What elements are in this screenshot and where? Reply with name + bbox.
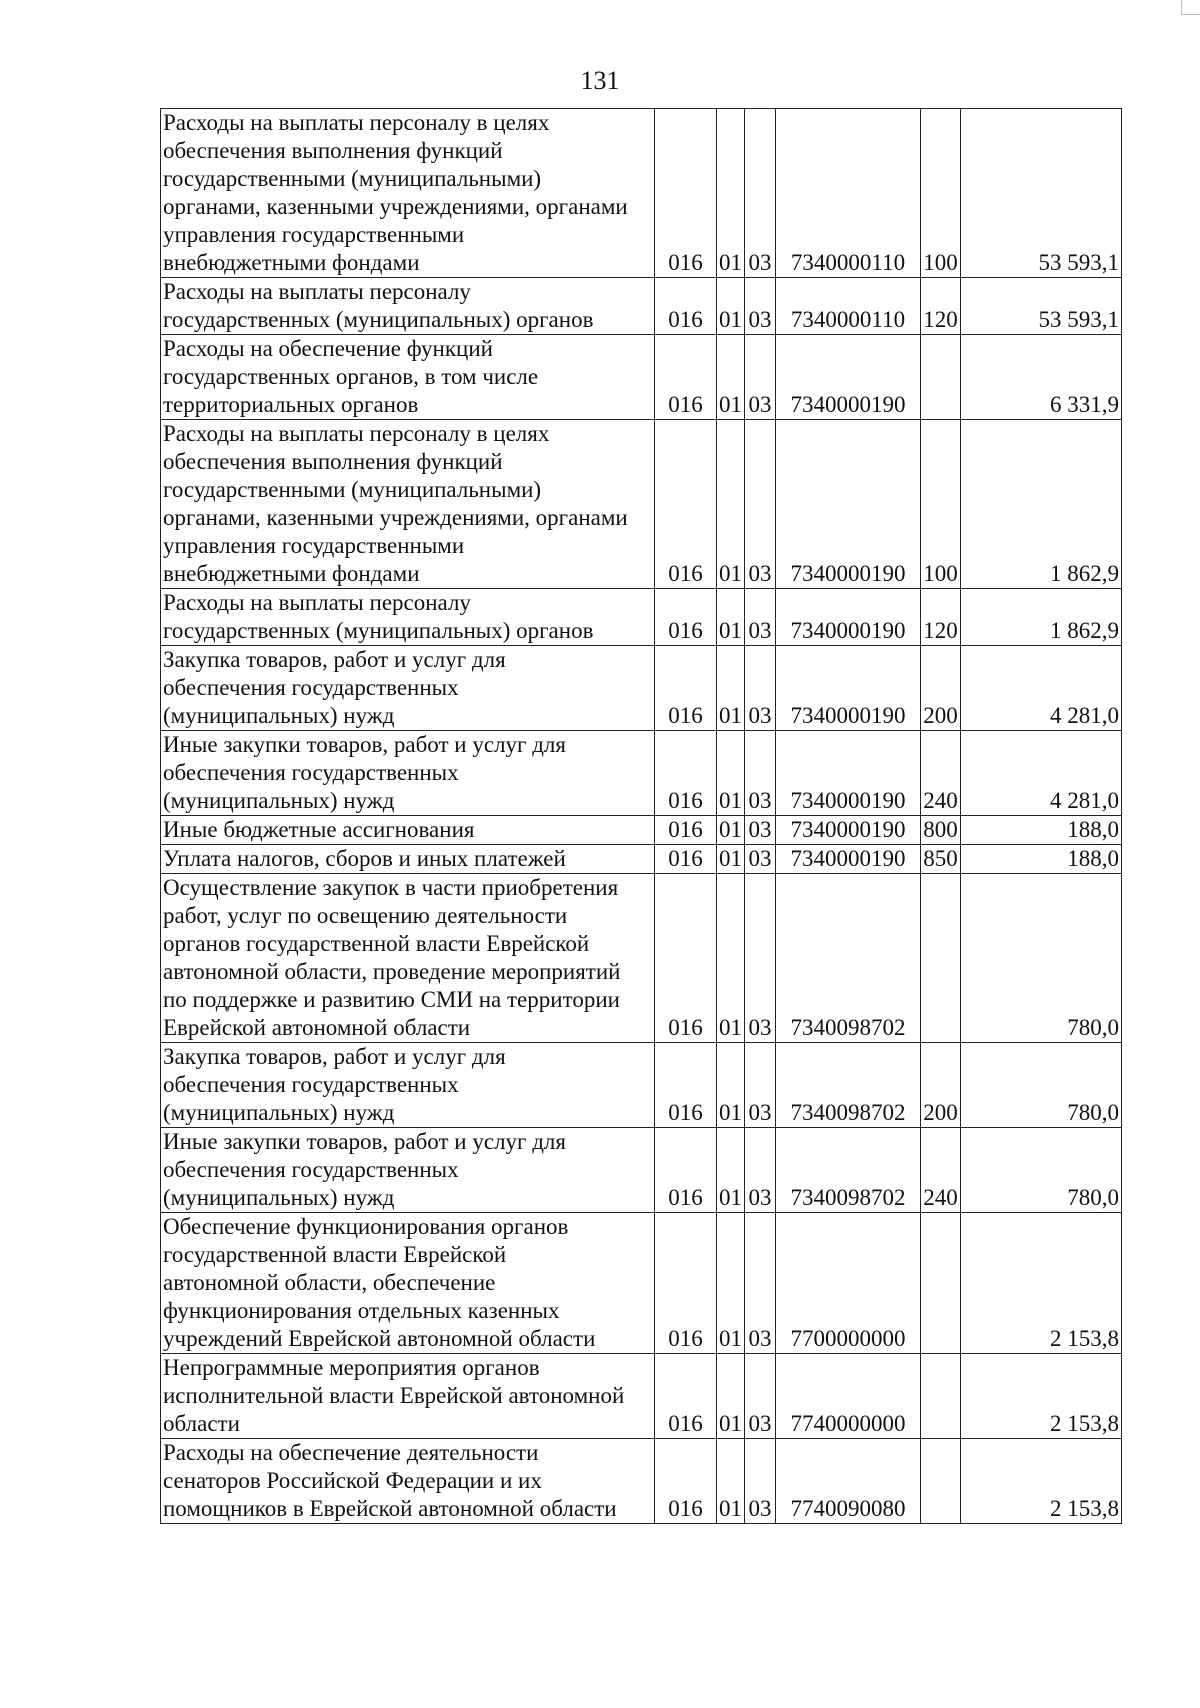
expense-type-code: 200 (921, 1043, 961, 1128)
subsection-code: 03 (745, 420, 776, 589)
subsection-code: 03 (745, 335, 776, 420)
target-item-code: 7340098702 (776, 874, 921, 1043)
subsection-code: 03 (745, 1043, 776, 1128)
expense-name: Расходы на обеспечение функций государственных органов, в том числе территориальных органов (161, 335, 655, 420)
ministry-code: 016 (655, 1213, 717, 1354)
subsection-code: 03 (745, 874, 776, 1043)
section-code: 01 (717, 335, 745, 420)
expense-name: Непрограммные мероприятия органов исполнительной власти Еврейской автономной области (161, 1354, 655, 1439)
expense-type-code (921, 874, 961, 1043)
target-item-code: 7340000190 (776, 420, 921, 589)
table-row (161, 1213, 1122, 1354)
section-code: 01 (717, 1213, 745, 1354)
section-code: 01 (717, 420, 745, 589)
target-item-code: 7340000110 (776, 278, 921, 335)
table-row (161, 1043, 1122, 1128)
expense-name: Расходы на выплаты персоналу в целях обеспечения выполнения функций государственными (муниципальными) органами, казенными учреждениями, органами управления государственными внебюджетными фондами (161, 109, 655, 278)
table-row (161, 874, 1122, 1043)
expense-type-code: 240 (921, 1128, 961, 1213)
section-code: 01 (717, 278, 745, 335)
amount: 1 862,9 (961, 420, 1122, 589)
amount: 53 593,1 (961, 109, 1122, 278)
amount: 780,0 (961, 1043, 1122, 1128)
expense-type-code (921, 1213, 961, 1354)
expense-name: Расходы на выплаты персоналу государственных (муниципальных) органов (161, 278, 655, 335)
expense-type-code: 120 (921, 589, 961, 646)
expense-type-code (921, 335, 961, 420)
amount: 188,0 (961, 845, 1122, 874)
target-item-code: 7340000190 (776, 646, 921, 731)
expense-type-code: 240 (921, 731, 961, 816)
expense-type-code: 850 (921, 845, 961, 874)
subsection-code: 03 (745, 1354, 776, 1439)
expense-name: Иные закупки товаров, работ и услуг для обеспечения государственных (муниципальных) нужд (161, 1128, 655, 1213)
subsection-code: 03 (745, 1213, 776, 1354)
expense-name: Расходы на выплаты персоналу в целях обеспечения выполнения функций государственными (муниципальными) органами, казенными учреждениями, органами управления государственными внебюджетными фондами (161, 420, 655, 589)
expense-type-code (921, 1439, 961, 1524)
ministry-code: 016 (655, 816, 717, 845)
expense-type-code: 100 (921, 109, 961, 278)
amount: 2 153,8 (961, 1213, 1122, 1354)
budget-table-body (161, 109, 1122, 1524)
section-code: 01 (717, 1128, 745, 1213)
table-row (161, 1128, 1122, 1213)
expense-type-code: 800 (921, 816, 961, 845)
expense-name: Осуществление закупок в части приобретения работ, услуг по освещению деятельности органов государственной власти Еврейской автономной области, проведение мероприятий по поддержке и развитию СМИ на территории Еврейской автономной области (161, 874, 655, 1043)
section-code: 01 (717, 1043, 745, 1128)
ministry-code: 016 (655, 874, 717, 1043)
section-code: 01 (717, 1354, 745, 1439)
page-number: 131 (580, 66, 620, 95)
expense-name: Обеспечение функционирования органов государственной власти Еврейской автономной области, обеспечение функционирования отдельных казенных учреждений Еврейской автономной области (161, 1213, 655, 1354)
subsection-code: 03 (745, 109, 776, 278)
ministry-code: 016 (655, 646, 717, 731)
expense-name: Иные бюджетные ассигнования (161, 816, 655, 845)
ministry-code: 016 (655, 1128, 717, 1213)
section-code: 01 (717, 816, 745, 845)
amount: 4 281,0 (961, 731, 1122, 816)
target-item-code: 7740090080 (776, 1439, 921, 1524)
section-code: 01 (717, 874, 745, 1043)
target-item-code: 7340000190 (776, 845, 921, 874)
target-item-code: 7340098702 (776, 1043, 921, 1128)
expense-name: Закупка товаров, работ и услуг для обеспечения государственных (муниципальных) нужд (161, 1043, 655, 1128)
section-code: 01 (717, 589, 745, 646)
subsection-code: 03 (745, 1439, 776, 1524)
table-row (161, 646, 1122, 731)
table-row (161, 1354, 1122, 1439)
expense-name: Иные закупки товаров, работ и услуг для обеспечения государственных (муниципальных) нужд (161, 731, 655, 816)
amount: 2 153,8 (961, 1354, 1122, 1439)
subsection-code: 03 (745, 845, 776, 874)
target-item-code: 7340000190 (776, 731, 921, 816)
ministry-code: 016 (655, 589, 717, 646)
table-row (161, 1439, 1122, 1524)
amount: 6 331,9 (961, 335, 1122, 420)
target-item-code: 7700000000 (776, 1213, 921, 1354)
expense-type-code (921, 1354, 961, 1439)
subsection-code: 03 (745, 646, 776, 731)
ministry-code: 016 (655, 109, 717, 278)
subsection-code: 03 (745, 731, 776, 816)
section-code: 01 (717, 646, 745, 731)
subsection-code: 03 (745, 589, 776, 646)
ministry-code: 016 (655, 335, 717, 420)
table-row (161, 731, 1122, 816)
target-item-code: 7340000190 (776, 589, 921, 646)
amount: 188,0 (961, 816, 1122, 845)
amount: 53 593,1 (961, 278, 1122, 335)
ministry-code: 016 (655, 731, 717, 816)
table-row (161, 589, 1122, 646)
target-item-code: 7340000190 (776, 335, 921, 420)
ministry-code: 016 (655, 278, 717, 335)
expense-name: Расходы на выплаты персоналу государственных (муниципальных) органов (161, 589, 655, 646)
subsection-code: 03 (745, 816, 776, 845)
expense-name: Закупка товаров, работ и услуг для обеспечения государственных (муниципальных) нужд (161, 646, 655, 731)
section-code: 01 (717, 731, 745, 816)
section-code: 01 (717, 1439, 745, 1524)
expense-type-code: 120 (921, 278, 961, 335)
ministry-code: 016 (655, 1354, 717, 1439)
target-item-code: 7340000190 (776, 816, 921, 845)
amount: 780,0 (961, 874, 1122, 1043)
table-row (161, 278, 1122, 335)
amount: 2 153,8 (961, 1439, 1122, 1524)
section-code: 01 (717, 845, 745, 874)
target-item-code: 7340000110 (776, 109, 921, 278)
expense-type-code: 200 (921, 646, 961, 731)
subsection-code: 03 (745, 278, 776, 335)
amount: 4 281,0 (961, 646, 1122, 731)
ministry-code: 016 (655, 1043, 717, 1128)
expense-name: Уплата налогов, сборов и иных платежей (161, 845, 655, 874)
target-item-code: 7340098702 (776, 1128, 921, 1213)
amount: 780,0 (961, 1128, 1122, 1213)
table-row (161, 845, 1122, 874)
ministry-code: 016 (655, 1439, 717, 1524)
subsection-code: 03 (745, 1128, 776, 1213)
expense-type-code: 100 (921, 420, 961, 589)
ministry-code: 016 (655, 420, 717, 589)
amount: 1 862,9 (961, 589, 1122, 646)
table-row (161, 420, 1122, 589)
target-item-code: 7740000000 (776, 1354, 921, 1439)
table-row (161, 816, 1122, 845)
table-row (161, 335, 1122, 420)
section-code: 01 (717, 109, 745, 278)
expense-name: Расходы на обеспечение деятельности сенаторов Российской Федерации и их помощников в Еврейской автономной области (161, 1439, 655, 1524)
ministry-code: 016 (655, 845, 717, 874)
budget-table (160, 108, 1122, 1524)
scan-corner-mark (1181, 0, 1200, 15)
table-row (161, 109, 1122, 278)
